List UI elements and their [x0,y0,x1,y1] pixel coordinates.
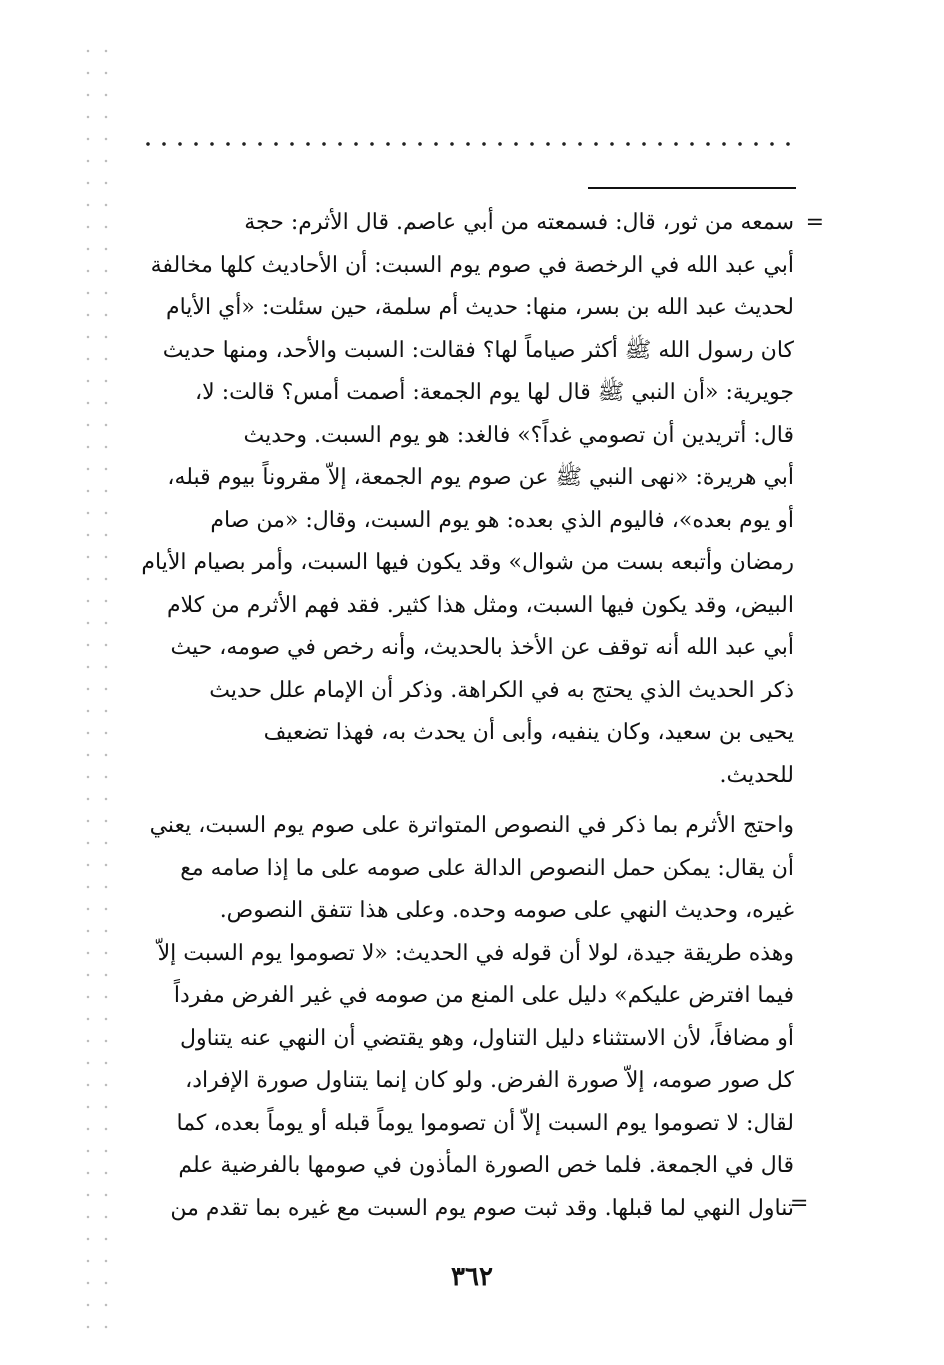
text-line: سمعه من ثور، قال: فسمعته من أبي عاصم. قال الأثرم: حجة [244,210,794,235]
footnote-rule [588,187,796,189]
scan-margin-dots [104,40,108,1340]
text-line: غيره، وحديث النهي على صومه وحده. وعلى هذا تتفق النصوص. [219,898,794,923]
text-line: يحيى بن سعيد، وكان ينفيه، وأبى أن يحدث به، فهذا تضعيف [263,720,794,745]
dotted-separator [140,141,792,147]
footnote-paragraph-1 [124,202,794,797]
text-line: كان رسول الله ﷺ أكثر صياماً لها؟ فقالت: السبت والأحد، ومنها حديث [162,337,794,363]
text-line: كل صور صومه، إلاّ صورة الفرض. ولو كان إنما يتناول صورة الإفراد، [185,1068,794,1093]
page-number: ٣٦٢ [451,1262,493,1292]
text-line: أو مضافاً، لأن الاستثناء دليل التناول، وهو يقتضي أن النهي عنه يتناول [180,1025,794,1051]
text-line: أبي هريرة: «نهى النبي ﷺ عن صوم يوم الجمعة، إلاّ مقروناً بيوم قبله، [167,465,794,490]
text-line: قال في الجمعة. فلما خص الصورة المأذون في صومها بالفرضية علم [178,1153,794,1178]
text-line: أبي عبد الله أنه توقف عن الأخذ بالحديث، وأنه رخص في صومه، حيث [170,635,794,660]
text-line: أن يقال: يمكن حمل النصوص الدالة على صومه على ما إذا صامه مع [180,855,794,881]
text-line: للحديث. [719,762,794,788]
text-line: لقال: لا تصوموا يوم السبت إلاّ أن تصوموا يوماً قبله أو يوماً بعده، كما [176,1110,794,1136]
text-line: وهذه طريقة جيدة، لولا أن قوله في الحديث: «لا تصوموا يوم السبت إلاّ [157,940,794,966]
scan-margin-dots [86,40,90,1340]
text-line: ذكر الحديث الذي يحتج به في الكراهة. وذكر أن الإمام علل حديث [209,677,794,703]
continuation-marker-bottom: = [790,1191,809,1216]
footnote-paragraph-2 [124,805,794,1230]
text-line: البيض، وقد يكون فيها السبت، ومثل هذا كثير. فقد فهم الأثرم من كلام [167,592,794,618]
text-line: فيما افترض عليكم» دليل على المنع من صومه في غير الفرض مفرداً [173,983,794,1008]
text-line: قال: أتريدين أن تصومي غداً؟» فالغد: هو يوم السبت. وحديث [243,422,794,448]
text-line: لحديث عبد الله بن بسر، منها: حديث أم سلمة، حين سئلت: «أي الأيام [165,295,794,320]
text-line: رمضان وأتبعه بست من شوال» وقد يكون فيها السبت، وأمر بصيام الأيام [141,550,794,575]
continuation-marker-top: = [805,210,824,235]
text-line: جويرية: «أن النبي ﷺ قال لها يوم الجمعة: أصمت أمس؟ قالت: لا، [195,380,794,405]
text-line: تناول النهي لما قبلها. وقد ثبت صوم يوم السبت مع غيره بما تقدم من [170,1195,794,1221]
text-line: أبي عبد الله في الرخصة في صوم يوم السبت: أن الأحاديث كلها مخالفة [150,252,794,278]
text-line: واحتج الأثرم بما ذكر في النصوص المتواترة على صوم يوم السبت، يعني [149,813,794,838]
text-line: أو يوم بعده»، فاليوم الذي بعده: هو يوم السبت، وقال: «من صام [210,507,794,533]
